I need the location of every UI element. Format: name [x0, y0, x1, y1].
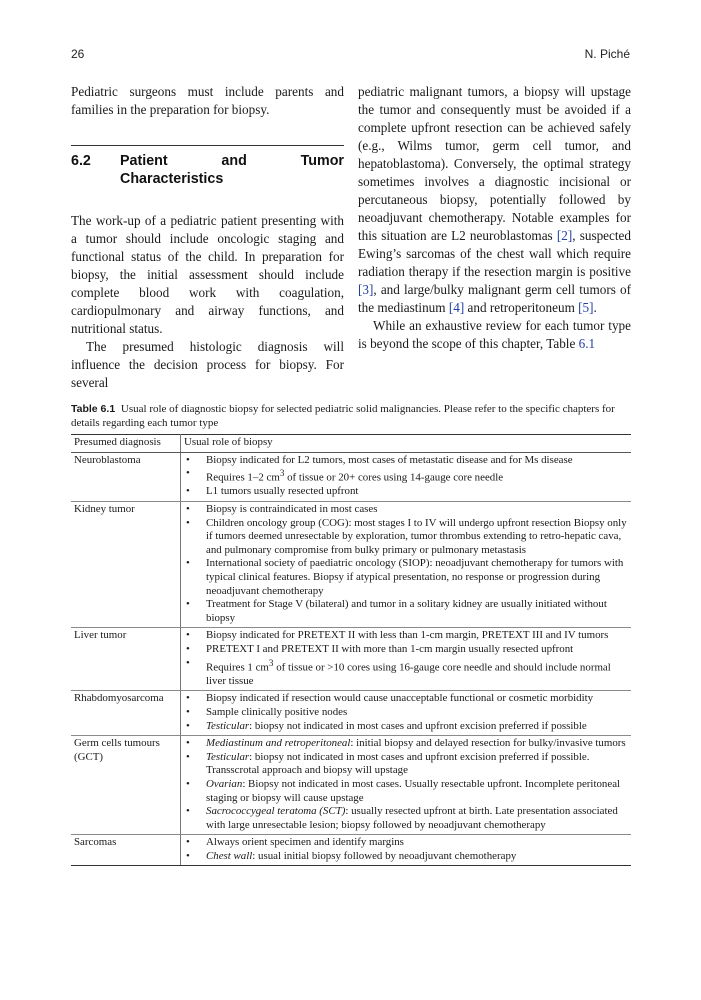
text-span: , and large/bulky malignant germ cell tumors of the mediastinum — [358, 282, 631, 315]
bullet-mark: • — [186, 598, 190, 611]
intro-paragraph: Pediatric surgeons must include parents and families in the preparation for biopsy. — [71, 84, 344, 117]
table-caption — [71, 402, 631, 430]
bullet-text: Sample clinically positive nodes — [206, 705, 348, 718]
bullet-mark: • — [186, 453, 190, 466]
bullet-item — [186, 557, 627, 598]
bullet-emphasis: Mediastinum and retroperitoneal — [206, 737, 351, 750]
bullet-mark: • — [186, 692, 190, 705]
bullet-text: : usually resected upfront at birth. Late presentation associated with large unresectable lesion; biopsy followed by neoadjuvant chemotherapy — [206, 805, 618, 831]
diagnosis-cell: Liver tumor — [71, 628, 181, 691]
column-header-biopsy-role: Usual role of biopsy — [181, 435, 632, 453]
bullet-mark: • — [186, 849, 190, 862]
section-number: 6.2 — [71, 153, 91, 169]
section-heading — [71, 152, 344, 188]
running-header — [71, 47, 630, 65]
bullet-item — [186, 503, 627, 517]
bullet-emphasis: Testicular — [206, 719, 250, 732]
table-link[interactable]: 6.1 — [578, 336, 596, 351]
bullet-mark: • — [186, 516, 190, 529]
bullet-emphasis: Chest wall — [206, 849, 253, 862]
diagnosis-cell: Sarcomas — [71, 835, 181, 866]
bullet-mark: • — [186, 503, 190, 515]
citation-link[interactable]: [5] — [578, 300, 594, 315]
bullet-text: : Biopsy not indicated in most cases. Usually resectable upfront. Incomplete peritoneal staging or biopsy will cause upstage — [206, 777, 621, 804]
biopsy-role-cell — [181, 835, 632, 866]
bullet-item — [186, 657, 627, 689]
text-span: . — [593, 300, 597, 315]
bullet-mark: • — [186, 656, 190, 669]
review-paragraph — [358, 317, 631, 353]
bullet-text: : initial biopsy and delayed resection for bulky/invasive tumors — [350, 737, 626, 750]
bullet-mark: • — [186, 629, 190, 642]
bullet-text: : usual initial biopsy followed by neoadjuvant chemotherapy — [252, 849, 517, 862]
bullet-text: of tissue or >10 cores using 16-gauge core needle and should include normal liver tissue — [206, 661, 611, 687]
biopsy-role-cell — [181, 628, 632, 691]
bullet-mark: • — [186, 557, 190, 570]
biopsy-role-cell — [181, 502, 632, 628]
text-span: While an exhaustive review for each tumor type is beyond the scope of this chapter, Table — [358, 318, 631, 351]
bullet-item — [186, 643, 627, 657]
section-title: Patient and Tumor Characteristics — [120, 153, 344, 187]
left-column — [71, 83, 344, 392]
bullet-text: Biopsy indicated if resection would cause unacceptable functional or cosmetic morbidity — [206, 692, 594, 705]
bullet-mark: • — [186, 719, 190, 732]
bullet-emphasis: Sacrococcygeal teratoma (SCT) — [206, 805, 346, 818]
bullet-mark: • — [186, 737, 190, 750]
running-author: N. Piché — [584, 47, 630, 61]
diagnosis-cell: Germ cells tumours (GCT) — [71, 736, 181, 835]
bullet-mark: • — [186, 836, 190, 849]
bullet-item — [186, 598, 627, 625]
bullet-text: Biopsy is contraindicated in most cases — [206, 503, 378, 515]
bullet-mark: • — [186, 805, 190, 818]
bullet-text: L1 tumors usually resected upfront — [206, 485, 359, 498]
table-caption-text: Usual role of diagnostic biopsy for selected pediatric solid malignancies. Please refer to the specific chapters for details regarding each tumor type — [71, 403, 615, 429]
column-header-diagnosis: Presumed diagnosis — [71, 435, 181, 453]
bullet-emphasis: Testicular — [206, 750, 250, 763]
bullet-text: PRETEXT I and PRETEXT II with more than 1-cm margin usually resected upfront — [206, 642, 574, 655]
bullet-item — [186, 836, 627, 850]
right-column — [358, 83, 631, 353]
bullet-item — [186, 706, 627, 720]
bullet-item — [186, 737, 627, 751]
text-span: and retroperitoneum — [464, 300, 579, 315]
biopsy-role-cell — [181, 736, 632, 835]
bullet-list — [186, 692, 627, 733]
bullet-text: Treatment for Stage V (bilateral) and tumor in a solitary kidney are usually initiated without biopsy — [206, 598, 607, 624]
biopsy-paragraph — [358, 83, 631, 317]
bullet-text: : biopsy not indicated in most cases and upfront excision preferred if possible — [249, 719, 587, 732]
bullet-item — [186, 850, 627, 864]
bullet-item — [186, 467, 627, 485]
citation-link[interactable]: [2] — [556, 228, 573, 243]
bullet-text: International society of paediatric oncology (SIOP): neoadjuvant chemotherapy for tumors with typical clinical features. Biopsy if atypical presentation, no response or progression during neoadjuvant chemotherapy — [206, 557, 624, 597]
table-row — [71, 691, 631, 736]
biopsy-table — [71, 434, 631, 866]
bullet-mark: • — [186, 642, 190, 655]
bullet-list — [186, 503, 627, 625]
superscript: 3 — [279, 468, 285, 479]
bullet-item — [186, 454, 627, 468]
citation-link[interactable]: [3] — [358, 282, 374, 297]
bullet-item — [186, 720, 627, 734]
bullet-text: Always orient specimen and identify margins — [206, 836, 404, 849]
table-caption-label: Table 6.1 — [71, 403, 116, 415]
bullet-mark: • — [186, 777, 190, 790]
superscript: 3 — [268, 657, 274, 668]
bullet-item — [186, 692, 627, 706]
bullet-list — [186, 737, 627, 832]
bullet-item — [186, 751, 627, 778]
bullet-list — [186, 836, 627, 863]
table-row — [71, 736, 631, 835]
histologic-paragraph: The presumed histologic diagnosis will influence the decision process for biopsy. For several — [71, 339, 344, 390]
citation-link[interactable]: [4] — [448, 300, 465, 315]
table-header-row — [71, 435, 631, 453]
table-row — [71, 628, 631, 691]
table-body — [71, 452, 631, 866]
bullet-item — [186, 517, 627, 558]
page-number: 26 — [71, 47, 85, 61]
biopsy-role-cell — [181, 691, 632, 736]
bullet-mark: • — [186, 485, 190, 498]
bullet-text: of tissue or 20+ cores using 14-gauge core needle — [284, 471, 504, 484]
diagnosis-cell: Kidney tumor — [71, 502, 181, 628]
bullet-mark: • — [186, 705, 190, 718]
table-row — [71, 835, 631, 866]
bullet-text: Biopsy indicated for PRETEXT II with less than 1-cm margin, PRETEXT III and IV tumors — [206, 629, 609, 642]
text-span: pediatric malignant tumors, a biopsy will upstage the tumor and consequently must be avoided if a complete upfront resection can be achieved safely (e.g., Wilms tumor, germ cell tumor, and hepatoblastoma). Conversely, the optimal strategy sometimes involves a diagnostic incisional or percutaneous biopsy, potentially followed by neoadjuvant chemotherapy. Notable examples for this situation are L2 neuroblastomas — [358, 84, 631, 243]
bullet-item — [186, 805, 627, 832]
biopsy-role-cell — [181, 452, 632, 501]
table-row — [71, 452, 631, 501]
bullet-text: Children oncology group (COG): most stages I to IV will undergo upfront resection Biopsy only if tumors deemed unresectable by exploration, tumor thrombus extending to retro-hepatic cava, and pulmonary compromise from bulky primary or pulmonary metastasis — [206, 516, 627, 556]
bullet-mark: • — [186, 467, 190, 480]
table-row — [71, 502, 631, 628]
bullet-item — [186, 778, 627, 805]
bullet-mark: • — [186, 750, 190, 763]
bullet-item — [186, 485, 627, 499]
section-rule — [71, 145, 344, 146]
bullet-text: : biopsy not indicated in most cases and upfront excision preferred if possible. Transscrotal approach and biopsy will upstage — [206, 750, 590, 777]
bullet-item — [186, 629, 627, 643]
bullet-text: Requires 1 cm — [206, 661, 269, 674]
bullet-list — [186, 454, 627, 499]
bullet-list — [186, 629, 627, 688]
text-span: , suspected Ewing’s sarcomas of the chest wall which require radiation therapy if the resection margin is positive — [358, 228, 631, 279]
workup-paragraph: The work-up of a pediatric patient presenting with a tumor should include oncologic staging and functional status of the child. In preparation for biopsy, the initial assessment should include complete blood work with coagulation, cardiopulmonary and airway functions, and nutritional status. — [71, 213, 344, 336]
bullet-text: Biopsy indicated for L2 tumors, most cases of metastatic disease and for Ms disease — [206, 453, 573, 466]
diagnosis-cell: Neuroblastoma — [71, 452, 181, 501]
diagnosis-cell: Rhabdomyosarcoma — [71, 691, 181, 736]
bullet-emphasis: Ovarian — [206, 777, 243, 790]
bullet-text: Requires 1–2 cm — [206, 471, 280, 484]
